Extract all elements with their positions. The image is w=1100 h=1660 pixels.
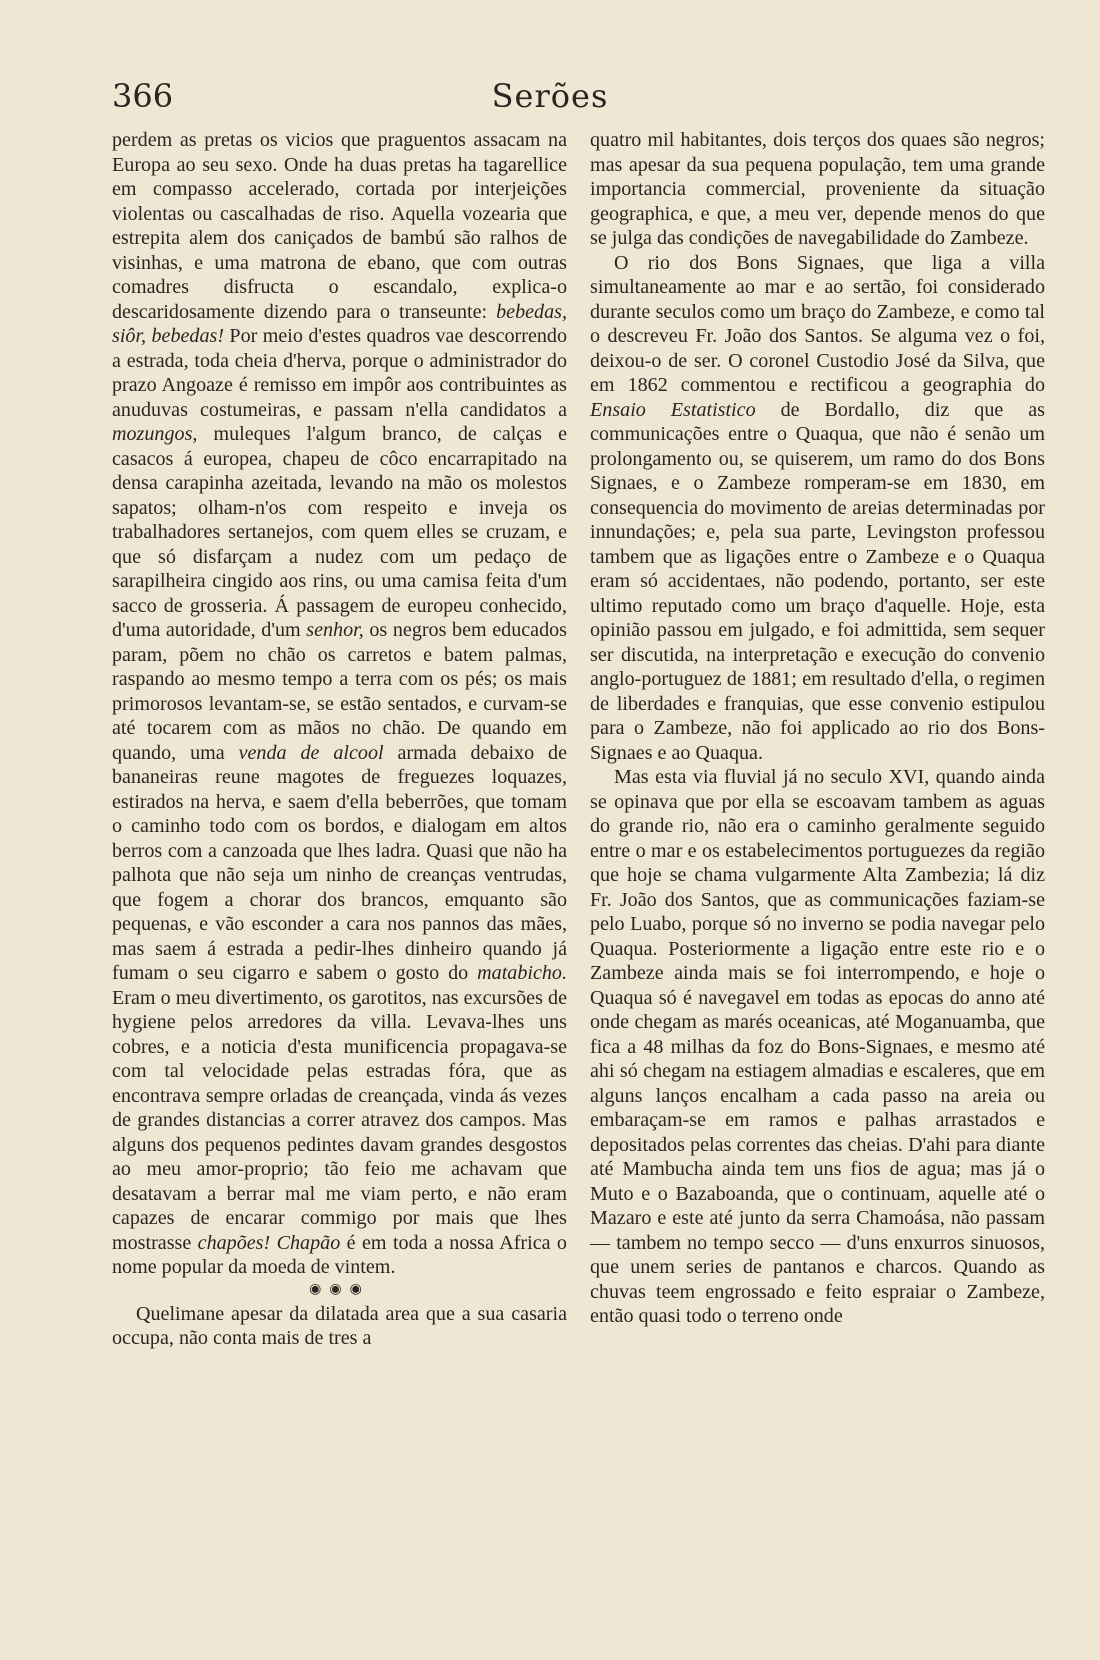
italic-text: mozungos, [112, 423, 198, 445]
text-run: O rio dos Bons Signaes, que liga a villa simultaneamente ao mar e ao sertão, foi considerado durante seculos como um braço do Zambeze, e como tal o descreveu Fr. João dos Santos. Se alguma vez o foi, deixou-o de ser. O coronel Custodio José da Silva, que em 1862 commentou e rectificou a geographia do [590, 251, 1045, 396]
paragraph: Mas esta via fluvial já no seculo XVI, quando ainda se opinava que por ella se escoavam tambem as aguas do grande rio, não era o caminho geralmente seguido entre o mar e os estabelecimentos portuguezes da região que hoje se chama vulgarmente Alta Zambezia; lá diz Fr. João dos Santos, que as communicações faziam-se pelo Luabo, porque só no inverno se podia navegar pelo Quaqua. Posteriormente a ligação entre este rio e o Zambeze ainda mais se foi interrompendo, e hoje o Quaqua só é navegavel em todas as epocas do anno até onde chegam as marés oceanicas, até Moganuamba, que fica a 48 milhas da foz do Bons-Signaes, e mesmo até ahi só chegam na estiagem almadias e escaleres, que em alguns lanços encalham a cada passo na areia ou embaraçam-se em ramos e palhas arrastados e depositados pelas correntes das cheias. D'ahi para diante até Mambucha ainda tem uns fios de agua; mas já o Muto e o Bazaboanda, que o continuam, aquelle até o Mazaro e este até junto da serra Chamoása, não passam — tambem no tempo secco — d'uns enxurros sinuosos, que unem series de pantanos e charcos. Quando as chuvas teem engrossado e feito espraiar o Zambeze, então quasi todo o terreno onde [590, 766, 1045, 1327]
text-run: muleques l'algum branco, de calças e casacos á europea, chapeu de côco encarrapitado na densa carapinha azeitada, levando na mão os molestos sapatos; olham-n'os com respeito e inveja os trabalhadores sertanejos, com quem elles se cruzam, e que só disfarçam a nudez com um pedaço de sarapilheira cingido aos rins, ou uma camisa feita d'um sacco de grosseria. Á passagem de europeu conhecido, d'uma autoridade, d'um [112, 423, 567, 641]
running-title: Serões [491, 77, 609, 115]
italic-text: venda de alcool [238, 741, 384, 764]
paragraph [112, 128, 567, 1280]
text-run: é em toda a nossa Africa o nome popular da moeda de vintem. [112, 1231, 567, 1278]
text-run: Por meio d'estes quadros vae descorrendo a estrada, toda cheia d'herva, porque o administrador do prazo Angoaze é remisso em impôr aos contribuintes as anuduvas costumeiras, e passam n'ella candidatos a [112, 325, 567, 421]
page-header [112, 78, 988, 118]
text-run: de Bordallo, diz que as communicações entre o Quaqua, que não é senão um prolongamento ou, se quiserem, um ramo do dos Bons Signaes, e o Zambeze romperam-se em 1830, em consequencia do movimento de areias determinadas por innundações; e, pela sua parte, Levingston professou tambem que as ligações entre o Zambeze e o Quaqua eram só accidentaes, não podendo, portanto, ser este ultimo reputado como um braço d'aquelle. Hoje, esta opinião passou em julgado, e foi admittida, sem sequer ser discutida, na interpretação e execução do convenio anglo-portuguez de 1881; em resultado d'ella, o regimen de liberdades e franquias, que esse convenio estipulou para o Zambeze, não foi applicado ao rio dos Bons-Signaes e ao Quaqua. [590, 398, 1045, 764]
italic-text: senhor, [306, 619, 364, 641]
text-run: perdem as pretas os vicios que praguentos assacam na Europa ao seu sexo. Onde ha duas pretas ha tagarellice em compasso accelerado, cortada por interjeições violentas ou cascalhadas de riso. Aquella vozearia que estrepita alem dos caniçados de bambú são ralhos de visinhas, e uma matrona de ebano, que com outras comadres disfructa o escandalo, explica-o descaridosamente dizendo para o transeunte: [112, 129, 567, 323]
right-column [590, 128, 1045, 1329]
paragraph: quatro mil habitantes, dois terços dos quaes são negros; mas apesar da sua pequena população, tem uma grande importancia commercial, proveniente da situação geographica, e que, a meu ver, depende menos do que se julga das condições de navegabilidade do Zambeze. [590, 129, 1045, 249]
italic-text: chapões! Chapão [197, 1231, 341, 1254]
italic-text: matabicho. [477, 962, 567, 984]
page-number: 366 [112, 77, 174, 115]
text-run: Eram o meu divertimento, os garotitos, nas excursões de hygiene pelos arredores da villa. Levava-lhes uns cobres, e a noticia d'esta munificencia propagava-se com tal velocidade pelas estradas fóra, que as encontrava sempre orladas de creançada, vinda ás vezes de grandes distancias a correr atravez dos campos. Mas alguns dos pequenos pedintes davam grandes desgostos ao meu amor-proprio; tão feio me achavam que desatavam a berrar mal me viam perto, e não eram capazes de encarar commigo por mais que lhes mostrasse [112, 986, 567, 1254]
paragraph: Quelimane apesar da dilatada area que a sua casaria occupa, não conta mais de tres a [112, 1302, 567, 1349]
ornament-glyph: ◉ [329, 1281, 350, 1297]
paragraph [590, 251, 1045, 766]
italic-text: bebedas, siôr, bebedas! [112, 300, 567, 347]
text-run: armada debaixo de bananeiras reune magotes de freguezes loquazes, estirados na herva, e saem d'ella beberrões, que tomam o caminho todo com os bordos, e dialogam em altos berros com a canzoada que lhes ladra. Quasi que não ha palhota que não seja um ninho de creanças ventrudas, que fogem a chorar dos brancos, emquanto são pequenas, e vão esconder a cara nos pannos das mães, mas saem á estrada a pedir-lhes dinheiro quando já fumam o seu cigarro e sabem o gosto do [112, 741, 567, 984]
text-run: os negros bem educados param, põem no chão os carretos e batem palmas, raspando ao mesmo tempo a terra com os pés; os mais primorosos levantam-se, se estão sentados, e curvam-se até tocarem com as mãos no chão. De quando em quando, uma [112, 619, 568, 764]
ornament-glyph: ◉ [349, 1281, 370, 1297]
left-column [112, 128, 567, 1351]
italic-text: Ensaio Estatistico [590, 398, 756, 421]
section-ornament [112, 1281, 567, 1299]
ornament-glyph: ◉ [309, 1281, 330, 1297]
